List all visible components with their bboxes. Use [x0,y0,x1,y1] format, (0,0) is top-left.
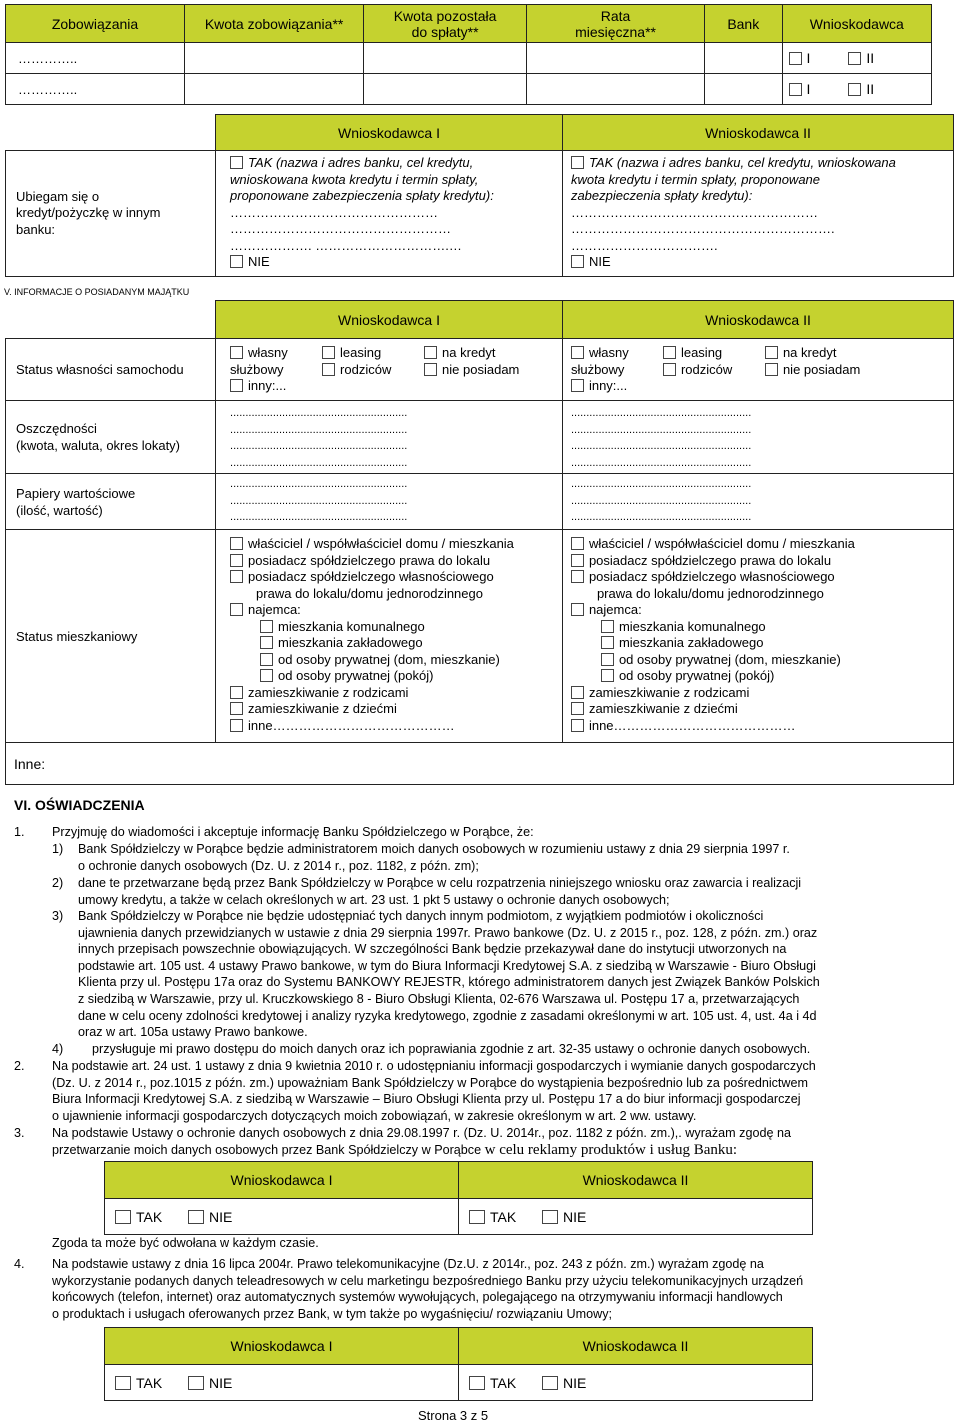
bank-header: Bank [705,5,783,43]
with-parents-checkbox[interactable] [230,686,243,699]
declaration-1-num: 1. [14,825,25,839]
details-field[interactable]: ………………. ………………………….… [230,237,462,253]
nie-checkbox[interactable] [188,1376,204,1390]
remaining-header: Kwota pozostała do spłaty** [364,5,527,43]
obligation-amount[interactable] [185,43,364,74]
credit-checkbox[interactable] [424,346,437,359]
with-parents-checkbox[interactable] [571,686,584,699]
applicant-2-other-bank: TAK (nazwa i adres banku, cel kredytu, wnioskowana kwota kredytu i termin spłaty, proponowane zabezpieczenia spłaty kredytu): ………………………………………………… ……………………………………………………. ……………………………. NIE [562,151,953,277]
obligations-table [5,4,932,105]
obligation-installment[interactable] [527,74,705,105]
applicant-1-header: Wnioskodawca I [105,1328,459,1365]
own-checkbox[interactable] [230,346,243,359]
section-v-title: V. INFORMACJE O POSIADANYM MAJĄTKU [4,287,190,297]
coop-right-checkbox[interactable] [230,554,243,567]
declaration-item: dane te przetwarzane będą przez Bank Spółdzielczy w Porąbce w celu rozpatrzenia niniejszego wniosku oraz zawarcia i realizacji umowy kredytu, a także w celach określonych w art. 23 ust. 1 pkt 5 ustawy o ochronie danych osobowych; [78,876,802,907]
declaration-item-num: 1) [52,842,64,856]
tak-checkbox[interactable] [115,1376,131,1390]
applicant-header: Wnioskodawca [782,5,931,43]
table-row [6,43,932,74]
obligation-bank[interactable] [705,74,783,105]
credit-checkbox[interactable] [765,346,778,359]
applicant-2-checkbox[interactable] [848,52,861,65]
applicant-2-header: Wnioskodawca II [562,301,953,339]
nie-checkbox[interactable] [542,1210,558,1224]
declaration-item: przysługuje mi prawo dostępu do moich danych oraz ich poprawiania zgodnie z art. 32-35 ustawy o ochronie danych osobowych. [92,1042,811,1056]
declaration-2-num: 2. [14,1059,25,1073]
declaration-3-num: 3. [14,1126,25,1140]
other-assets-field[interactable]: Inne: [6,743,954,785]
obligation-amount[interactable] [185,74,364,105]
declaration-item: Bank Spółdzielczy w Porąbce nie będzie udostępniać tych danych innym podmiotom, z wyjątkiem podmiotów i okoliczności ujawnienia danych przewidzianych w ustawie z dnia 29 sierpnia 1997r. Prawo bankowe (Dz. U. z 2015 r., poz. 128, z późn. zm.) oraz innych przepisach powszechnie obowiązujących. W szczególności Bank będzie przekazywał dane do instytucji utworzonych na podstawie art. 105 ust. 4 ustawy Prawo bankowe, w tym do Biura Informacji Kredytowej S.A. z siedzibą w Warszawie - Biuro Obsługi Klienta przy ul. Postępu 17a oraz do Systemu BANKOWY REJESTR, którego administratorem danych jest Związek Banków Polskich z siedzibą w Warszawie, przy ul. Kruczkowskiego 8 - Biuro Obsługi Klienta, 02-676 Warszawa ul. Postępu 17 a, przetwarzających dane w celu oceny zdolności kredytowej i analizy ryzyka kredytowego, zgodnie z zasadami określonymi w art. 105 ust. 4, ust. 4a i 4d oraz w art. 105a ustawy Prawo bankowe. [78,909,820,1040]
telecom-consent-table [104,1327,813,1401]
declaration-item-num: 2) [52,876,64,890]
tak-checkbox[interactable] [571,156,584,169]
nie-checkbox[interactable] [188,1210,204,1224]
coop-ownership-checkbox[interactable] [230,570,243,583]
nie-checkbox[interactable] [571,255,584,268]
applicant-1-consent: TAK NIE [105,1365,459,1401]
with-children-checkbox[interactable] [230,702,243,715]
savings-label: Oszczędności (kwota, waluta, okres lokaty) [6,401,216,474]
applicant-1-consent: TAK NIE [105,1199,459,1235]
other-bank-label: Ubiegam się o kredyt/pożyczkę w innym banku: [6,151,216,277]
none-checkbox[interactable] [424,363,437,376]
with-children-checkbox[interactable] [571,702,584,715]
parents-checkbox[interactable] [322,363,335,376]
obligation-installment[interactable] [527,43,705,74]
company-housing-checkbox[interactable] [260,636,273,649]
tak-checkbox[interactable] [469,1210,485,1224]
parents-checkbox[interactable] [663,363,676,376]
tenant-checkbox[interactable] [571,603,584,616]
municipal-checkbox[interactable] [601,620,614,633]
obligation-bank[interactable] [705,43,783,74]
declaration-item-num: 3) [52,909,64,923]
declaration-4-text: Na podstawie ustawy z dnia 16 lipca 2004r. Prawo telekomunikacyjne (Dz.U. z 2014r., poz. 243 z późn. zm.) wyrażam zgodę na wykorzystanie podanych danych teleadresowych w celu marketingu bezpośredniego Banku przy użyciu telekomunikacyjnych urządzeń końcowych (telefon, internet) oraz automatycznych systemów wywołujących, polegającego na otrzymywaniu informacji handlowych o produktach i usługach oferowanych przez Bank, w tym także po wygaśnięciu/ rozwiązaniu Umowy; [52,1257,804,1321]
coop-right-checkbox[interactable] [571,554,584,567]
coop-ownership-checkbox[interactable] [571,570,584,583]
securities-label: Papiery wartościowe (ilość, wartość) [6,474,216,530]
own-checkbox[interactable] [571,346,584,359]
owner-checkbox[interactable] [571,537,584,550]
applicant-choice: I II [782,43,931,74]
applicant-2-securities[interactable]: ........................................................... ........................................................... ........................................................... [562,474,953,530]
section-vi-title: VI. OŚWIADCZENIA [14,797,145,813]
declaration-item: Bank Spółdzielczy w Porąbce będzie administratorem moich danych osobowych w rozumieniu ustawy z dnia 29 sierpnia 1997 r. o ochronie danych osobowych (Dz. U. z 2014 r., poz. 1182, z późn. zm); [78,842,790,873]
declaration-4-num: 4. [14,1257,25,1271]
declaration-item-num: 4) [52,1042,64,1056]
other-housing-checkbox[interactable] [230,719,243,732]
applicant-1-checkbox[interactable] [789,52,802,65]
obligation-remaining[interactable] [364,43,527,74]
housing-status-label: Status mieszkaniowy [6,530,216,743]
withdraw-note: Zgoda ta może być odwołana w każdym czasie. [52,1236,319,1250]
applicant-2-savings[interactable]: ........................................................... ........................................................... ........................................................... ........................................................... [562,401,953,474]
applicant-2-car: własny leasing na kredyt służbowy rodziców nie posiadam inny:... [562,339,953,401]
applicant-1-header: Wnioskodawca I [216,301,563,339]
municipal-checkbox[interactable] [260,620,273,633]
applicant-1-checkbox[interactable] [789,83,802,96]
applicant-1-header: Wnioskodawca I [105,1162,459,1199]
tak-checkbox[interactable] [115,1210,131,1224]
car-status-label: Status własności samochodu [6,339,216,401]
details-field[interactable]: ……………………………. [570,237,718,253]
applicant-1-securities[interactable]: .......................................................... .......................................................... .......................................................... [216,474,563,530]
details-field[interactable]: ………………………………………… [230,204,439,220]
details-field[interactable]: ……………………………………………………. [570,221,835,236]
applicant-2-consent: TAK NIE [459,1199,813,1235]
declaration-1-text: Przyjmuję do wiadomości i akceptuje informację Banku Spółdzielczego w Porąbce, że: [52,825,534,839]
installment-header: Rata miesięczna** [527,5,705,43]
company-housing-checkbox[interactable] [601,636,614,649]
other-bank-credit-table [5,114,954,277]
applicant-2-header: Wnioskodawca II [459,1162,813,1199]
marketing-consent-table [104,1161,813,1235]
nie-checkbox[interactable] [230,255,243,268]
obligation-remaining[interactable] [364,74,527,105]
page-number: Strona 3 z 5 [418,1408,489,1423]
applicant-2-header: Wnioskodawca II [562,115,953,151]
private-room-checkbox[interactable] [601,669,614,682]
obligation-name[interactable]: ………….. [6,43,185,74]
applicant-choice: I II [782,74,931,105]
applicant-1-savings[interactable]: .......................................................... .......................................................... .......................................................... .......................................................... [216,401,563,474]
other-checkbox[interactable] [571,379,584,392]
assets-table [5,300,954,785]
details-field[interactable]: …………………………………………… [230,221,452,236]
owner-checkbox[interactable] [230,537,243,550]
applicant-2-consent: TAK NIE [459,1365,813,1401]
tak-checkbox[interactable] [230,156,243,169]
applicant-1-other-bank: TAK (nazwa i adres banku, cel kredytu, wnioskowana kwota kredytu i termin spłaty, proponowane zabezpieczenia spłaty kredytu): ………………………………………… …………………………………………… ………………. ………………………….… NIE [216,151,563,277]
nie-checkbox[interactable] [542,1376,558,1390]
leasing-checkbox[interactable] [663,346,676,359]
declaration-3-text: Na podstawie Ustawy o ochronie danych osobowych z dnia 29.08.1997 r. (Dz. U. 2014r., poz. 1182 z późn. zm.),. wyrażam zgodę na przetwarzanie moich danych osobowych przez Bank Spółdzielczy w Porąbce w celu reklamy produktów i usług Banku: [52,1126,791,1158]
other-housing-checkbox[interactable] [571,719,584,732]
private-house-checkbox[interactable] [260,653,273,666]
applicant-1-header: Wnioskodawca I [216,115,563,151]
leasing-checkbox[interactable] [322,346,335,359]
obligation-name[interactable]: ………….. [6,74,185,105]
applicant-1-car: własny leasing na kredyt służbowy rodziców nie posiadam inny:... [216,339,563,401]
declaration-2-text: Na podstawie art. 24 ust. 1 ustawy z dnia 9 kwietnia 2010 r. o udostępnianiu informacji gospodarczych i wymianie danych gospodarczych (Dz. U. z 2014 r., poz.1015 z późn. zm.) upoważniam Bank Spółdzielczy w Porąbce do wystąpienia bezpośrednio lub za pośrednictwem Biura Informacji Kredytowej S.A. z siedzibą w Warszawie – Biuro Obsługi Klienta przy ul. Postępu 17 a do biur informacji gospodarczej o ujawnienie informacji gospodarczych dotyczących moich zobowiązań, w zakresie określonym w art. 2 ww. ustawy. [52,1059,816,1123]
details-field[interactable]: ………………………………………………… [570,204,818,220]
applicant-2-checkbox[interactable] [848,83,861,96]
applicant-2-header: Wnioskodawca II [459,1328,813,1365]
table-row [6,74,932,105]
tenant-checkbox[interactable] [230,603,243,616]
obligations-header: Zobowiązania [6,5,185,43]
private-room-checkbox[interactable] [260,669,273,682]
tak-checkbox[interactable] [469,1376,485,1390]
none-checkbox[interactable] [765,363,778,376]
other-checkbox[interactable] [230,379,243,392]
applicant-2-housing: właściciel / współwłaściciel domu / mieszkania posiadacz spółdzielczego prawa do lokalu posiadacz spółdzielczego własnościowego prawa do lokalu/domu jednorodzinnego najemca: mieszkania komunalnego mieszkania zakładowego od osoby prywatnej (dom, mieszkanie) od osoby prywatnej (pokój) zamieszkiwanie z rodzicami zamieszkiwanie z dziećmi inne…………………………………… [562,530,953,743]
applicant-1-housing: właściciel / współwłaściciel domu / mieszkania posiadacz spółdzielczego prawa do lokalu posiadacz spółdzielczego własnościowego prawa do lokalu/domu jednorodzinnego najemca: mieszkania komunalnego mieszkania zakładowego od osoby prywatnej (dom, mieszkanie) od osoby prywatnej (pokój) zamieszkiwanie z rodzicami zamieszkiwanie z dziećmi inne…………………………………… [216,530,563,743]
private-house-checkbox[interactable] [601,653,614,666]
amount-header: Kwota zobowiązania** [185,5,364,43]
